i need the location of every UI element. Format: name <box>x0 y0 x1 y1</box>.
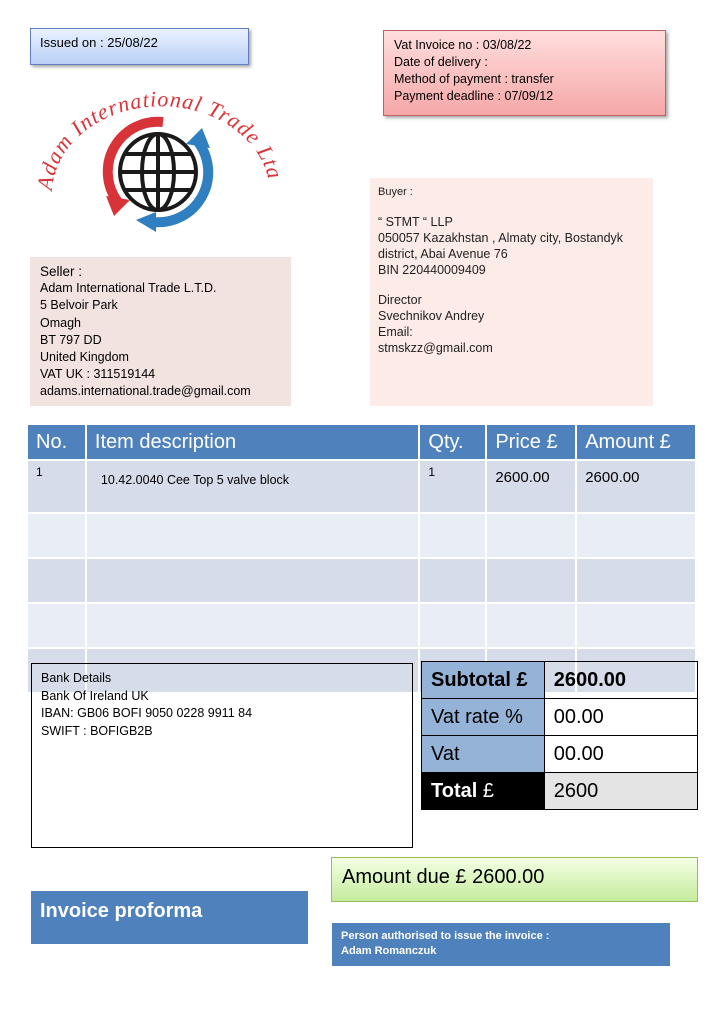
header-description: Item description <box>87 425 419 459</box>
header-no: No. <box>28 425 85 459</box>
table-row <box>28 461 695 512</box>
bank-line: Bank Of Ireland UK <box>41 688 149 703</box>
total-label-cell <box>422 773 545 810</box>
table-row <box>28 514 695 557</box>
vat-label: Vat <box>422 736 545 773</box>
buyer-box <box>370 178 653 406</box>
seller-line: United Kingdom <box>40 350 129 365</box>
amount-due-box <box>331 857 698 902</box>
vat-rate-label: Vat rate % <box>422 699 545 736</box>
invoice-number: Vat Invoice no : 03/08/22 <box>394 38 532 52</box>
delivery-date: Date of delivery : <box>394 55 488 69</box>
header-price: Price £ <box>487 425 575 459</box>
invoice-proforma-banner <box>31 891 308 944</box>
buyer-address-1: 050057 Kazakhstan , Almaty city, Bostandyk <box>378 231 624 245</box>
bank-line: Bank Details <box>41 671 112 685</box>
buyer-bin: BIN 220440009409 <box>378 263 486 277</box>
header-qty: Qty. <box>420 425 485 459</box>
issued-date: Issued on : 25/08/22 <box>40 35 158 50</box>
seller-line: Adam International Trade L.T.D. <box>40 281 217 296</box>
seller-line: Omagh <box>40 315 81 330</box>
authorised-label: Person authorised to issue the invoice : <box>341 930 550 942</box>
buyer-address-2: district, Abai Avenue 76 <box>378 247 508 261</box>
total-label: Total <box>431 779 478 802</box>
subtotal-row <box>422 662 698 699</box>
payment-method: Method of payment : transfer <box>394 72 554 86</box>
buyer-label: Buyer : <box>378 186 413 198</box>
item-amount: 2600.00 <box>577 461 695 512</box>
proforma-title: Invoice proforma <box>40 900 203 922</box>
total-row <box>422 773 698 810</box>
seller-line: BT 797 DD <box>40 332 102 347</box>
bank-swift: SWIFT : BOFIGB2B <box>41 723 153 738</box>
invoice-info-box <box>383 30 666 116</box>
item-qty: 1 <box>420 461 485 512</box>
item-price: 2600.00 <box>487 461 575 512</box>
amount-due: Amount due £ 2600.00 <box>342 866 545 888</box>
seller-line: 5 Belvoir Park <box>40 298 118 313</box>
buyer-name: Svechnikov Andrey <box>378 309 485 323</box>
items-table <box>26 423 697 694</box>
totals-table <box>421 661 698 810</box>
authorised-person-box <box>332 923 670 966</box>
buyer-email-label: Email: <box>378 325 413 339</box>
total-currency: £ <box>482 779 494 802</box>
item-no: 1 <box>28 461 85 512</box>
bank-iban: IBAN: GB06 BOFI 9050 0228 9911 84 <box>41 706 253 720</box>
issued-date-box <box>30 28 249 65</box>
vat-value: 00.00 <box>544 736 697 773</box>
seller-line: adams.international.trade@gmail.com <box>40 384 251 399</box>
subtotal-label: Subtotal £ <box>422 662 545 699</box>
vat-rate-row <box>422 699 698 736</box>
authorised-name: Adam Romanczuk <box>341 945 437 957</box>
subtotal-value: 2600.00 <box>544 662 697 699</box>
vat-rate-value: 00.00 <box>544 699 697 736</box>
buyer-company: “ STMT “ LLP <box>378 215 453 229</box>
seller-line: VAT UK : 311519144 <box>40 367 156 382</box>
company-logo <box>38 92 278 242</box>
header-amount: Amount £ <box>577 425 695 459</box>
globe-icon <box>38 92 278 242</box>
item-description: 10.42.0040 Cee Top 5 valve block <box>87 461 419 512</box>
logo-text: am International Trade L <box>40 92 278 168</box>
seller-label: Seller : <box>40 264 83 279</box>
items-header-row <box>28 425 695 459</box>
total-value: 2600 <box>544 773 697 810</box>
buyer-title: Director <box>378 293 422 307</box>
vat-row <box>422 736 698 773</box>
payment-deadline: Payment deadline : 07/09/12 <box>394 89 554 103</box>
buyer-email: stmskzz@gmail.com <box>378 341 493 355</box>
bank-details-box <box>31 663 413 848</box>
table-row <box>28 604 695 647</box>
table-row <box>28 559 695 602</box>
seller-box <box>30 257 291 406</box>
